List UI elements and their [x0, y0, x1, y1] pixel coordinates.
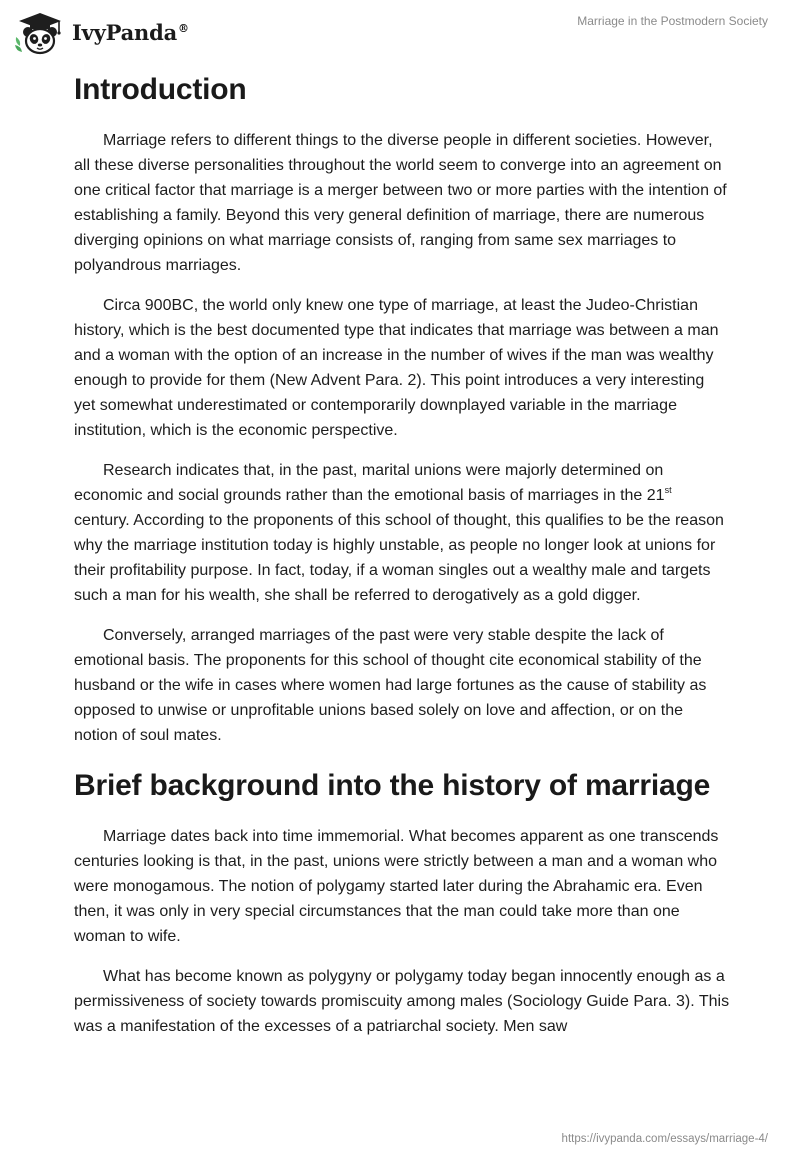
essay-body [74, 72, 730, 1054]
heading-introduction: Introduction [74, 73, 247, 106]
source-url-link[interactable]: https://ivypanda.com/essays/marriage-4/ [561, 1133, 768, 1145]
ordinal-superscript: st [664, 485, 672, 495]
paragraph: Marriage dates back into time immemorial. What becomes apparent as one transcends centuries looking is that, in the past, unions were strictly between a man and a woman who were monogamous. The notion of polygamy started later during the Abrahamic era. Even then, it was only in very special circumstances that the man could take more than one woman to wife. [74, 828, 719, 945]
brand-name: IvyPanda® [72, 19, 189, 45]
paragraph: Conversely, arranged marriages of the past were very stable despite the lack of emotional basis. The proponents for this school of thought cite economical stability of the husband or the wife in cases where women had large fortunes as the cause of stability as opposed to unwise or unprofitable unions based solely on love and affection, or on the notion of soul mates. [74, 627, 707, 744]
paragraph: Circa 900BC, the world only knew one type of marriage, at least the Judeo-Christian history, which is the best documented type that indicates that marriage was between a man and a woman with the option of an increase in the number of wives if the man was wealthy enough to provide for them (New Advent Para. 2). This point introduces a very interesting yet somewhat underestimated or contemporarily downplayed variable in the marriage institution, which is the economic perspective. [74, 297, 719, 439]
paragraph: What has become known as polygyny or polygamy today began innocently enough as a permissiveness of society towards promiscuity among males (Sociology Guide Para. 3). This was a manifestation of the excesses of a patriarchal society. Men saw [74, 968, 730, 1035]
document-title: Marriage in the Postmodern Society [577, 14, 768, 28]
paragraph: Research indicates that, in the past, marital unions were majorly determined on economic and social grounds rather than the emotional basis of marriages in the 21st century. According to the proponents of this school of thought, this qualifies to be the reason why the marriage institution today is highly unstable, as people no longer look at unions for their profitability purpose. In fact, today, if a woman singles out a wealthy male and targets such a man for his wealth, she shall be referred to derogatively as a gold digger. [74, 462, 724, 604]
panda-logo-icon [14, 10, 66, 56]
heading-history-background: Brief background into the history of marriage [74, 769, 711, 802]
paragraph: Marriage refers to different things to the diverse people in different societies. However, all these diverse personalities throughout the world seem to converge into an agreement on one critical factor that marriage is a merger between two or more parties with the intention of establishing a family. Beyond this very general definition of marriage, there are numerous diverging opinions on what marriage consists of, ranging from same sex marriages to polyandrous marriages. [74, 132, 727, 274]
brand-logo[interactable] [14, 10, 189, 56]
